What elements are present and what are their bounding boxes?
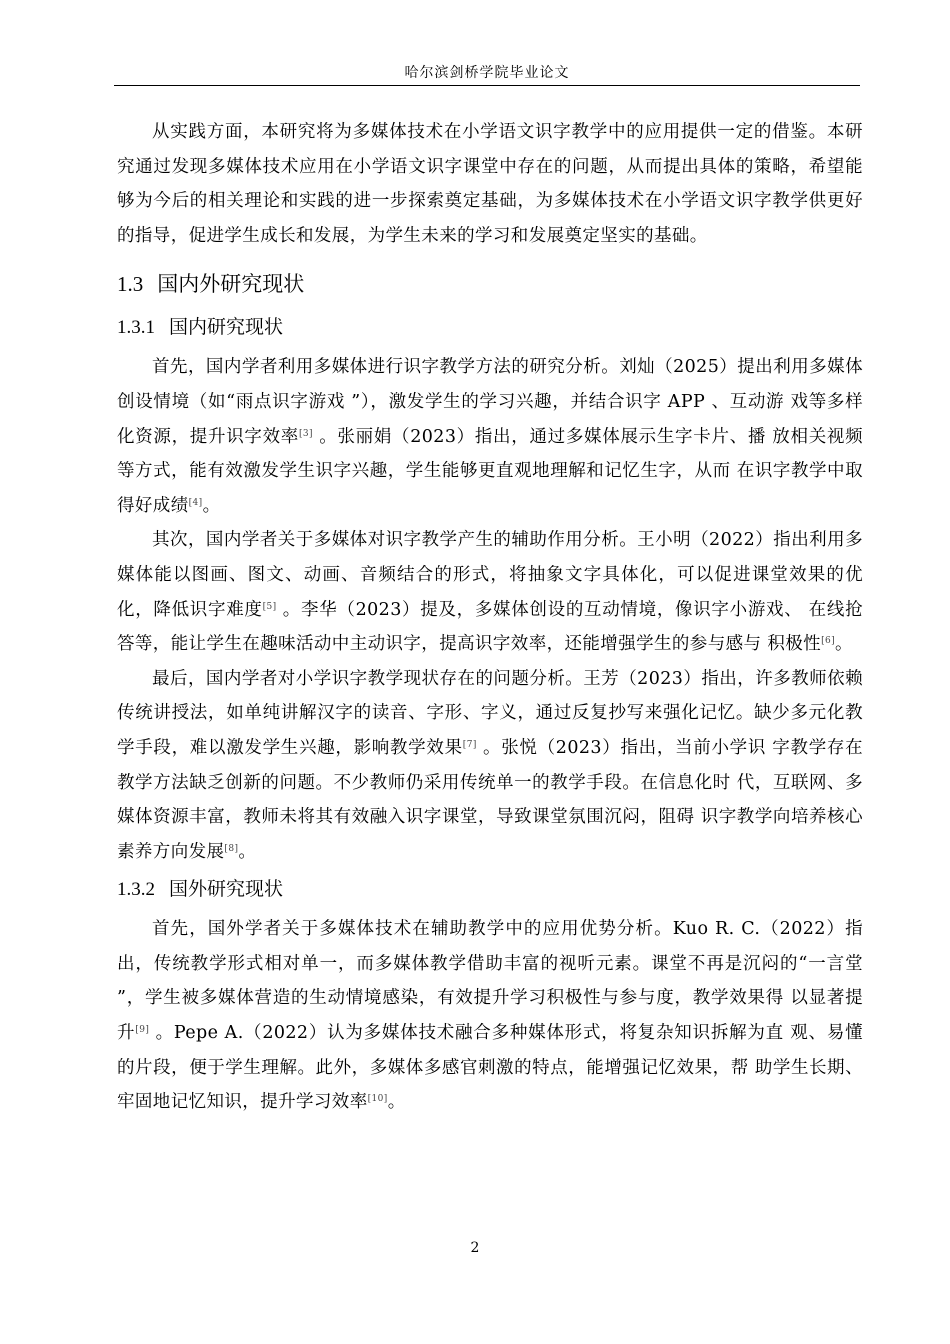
section-heading: [117, 267, 863, 301]
citation-ref: [6]: [821, 636, 836, 647]
citation-ref: [7]: [462, 739, 477, 750]
paragraph-text: 。: [835, 634, 853, 655]
paragraph-text: 首先，国外学者关于多媒体技术在辅助教学中的应用优势分析。Kuo R. C.（2022）指出，传统教学形式相对单一，而多媒体教学借助丰富的视听元素。课堂不再是沉闷的“一言堂 ”，学生被多媒体营造的生动情境感染，有效提升学习积极性与参与度，教学效果得 以显著提升: [117, 919, 863, 1044]
subsection-title: 国内研究现状: [169, 316, 284, 339]
domestic-paragraph-3: [117, 662, 863, 870]
paragraph-text: 。Pepe A.（2022）认为多媒体技术融合多种媒体形式，将复杂知识拆解为直 观、易懂的片段，便于学生理解。此外，多媒体多感官刺激的特点，能增强记忆效果，帮 助学生长期、牢固地记忆知识，提升学习效率: [117, 1023, 863, 1113]
section-number: 1.3: [117, 272, 144, 297]
paragraph-text: 。: [387, 1092, 406, 1113]
domestic-paragraph-2: [117, 523, 863, 661]
domestic-paragraph-1: [117, 350, 863, 523]
paragraph-text: 。张悦（2023）指出，当前小学识 字教学存在教学方法缺乏创新的问题。不少教师仍采用传统单一的教学手段。在信息化时 代，互联网、多媒体资源丰富，教师未将其有效融入识字课堂，导致课堂氛围沉闷，阻碍 识字教学向培养核心素养方向发展: [117, 737, 863, 862]
paragraph-text: 。: [238, 841, 257, 862]
paragraph-text: 。: [202, 495, 221, 516]
paragraph-text: 。张丽娟（2023）指出，通过多媒体展示生字卡片、播 放相关视频等方式，能有效激发学生识字兴趣，学生能够更直观地理解和记忆生字，从而 在识字教学中取得好成绩: [117, 426, 864, 516]
subsection-heading-foreign: [117, 873, 863, 906]
citation-ref: [5]: [262, 601, 277, 612]
running-header: 哈尔滨剑桥学院毕业论文: [404, 65, 570, 81]
paragraph-text: 其次，国内学者关于多媒体对识字教学产生的辅助作用分析。王小明（2022）指出利用多媒体能以图画、图文、动画、音频结合的形式，将抽象文字具体化，可以促进课堂效果的优化，降低识字难度: [117, 530, 863, 620]
subsection-number: 1.3.1: [117, 317, 155, 339]
foreign-paragraph-1: [117, 912, 863, 1120]
intro-paragraph: 从实践方面，本研究将为多媒体技术在小学语文识字教学中的应用提供一定的借鉴。本研究通过发现多媒体技术应用在小学语文识字课堂中存在的问题，从而提出具体的策略，希望能够为今后的相关理论和实践的进一步探索奠定基础，为多媒体技术在小学语文识字教学供更好的指导，促进学生成长和发展，为学生未来的学习和发展奠定坚实的基础。: [117, 122, 863, 246]
subsection-heading-domestic: [117, 311, 863, 344]
section-title: 国内外研究现状: [157, 272, 305, 297]
page-number: 2: [470, 1240, 480, 1256]
paragraph-text: 。李华（2023）提及，多媒体创设的互动情境，像识字小游戏、 在线抢答等，能让学生在趣味活动中主动识字，提高识字效率，还能增强学生的参与感与 积极性: [117, 599, 863, 655]
citation-ref: [10]: [367, 1094, 388, 1105]
header-rule: [114, 85, 860, 86]
citation-ref: [9]: [135, 1025, 150, 1036]
citation-ref: [3]: [299, 428, 313, 439]
paragraph-text: 首先，国内学者利用多媒体进行识字教学方法的研究分析。刘灿（2025）提出利用多媒体创设情境（如“雨点识字游戏 ”），激发学生的学习兴趣，并结合识字 APP 、互动游 戏等多样化资源，提升识字效率: [117, 357, 863, 447]
subsection-number: 1.3.2: [117, 879, 155, 901]
citation-ref: [4]: [188, 497, 203, 508]
paragraph-text: 最后，国内学者对小学识字教学现状存在的问题分析。王芳（2023）指出，许多教师依赖传统讲授法，如单纯讲解汉字的读音、字形、字义，通过反复抄写来强化记忆。缺少多元化教学手段，难以激发学生兴趣，影响教学效果: [117, 668, 863, 758]
citation-ref: [8]: [224, 843, 239, 854]
subsection-title: 国外研究现状: [169, 878, 284, 901]
page-body: [117, 115, 863, 1120]
